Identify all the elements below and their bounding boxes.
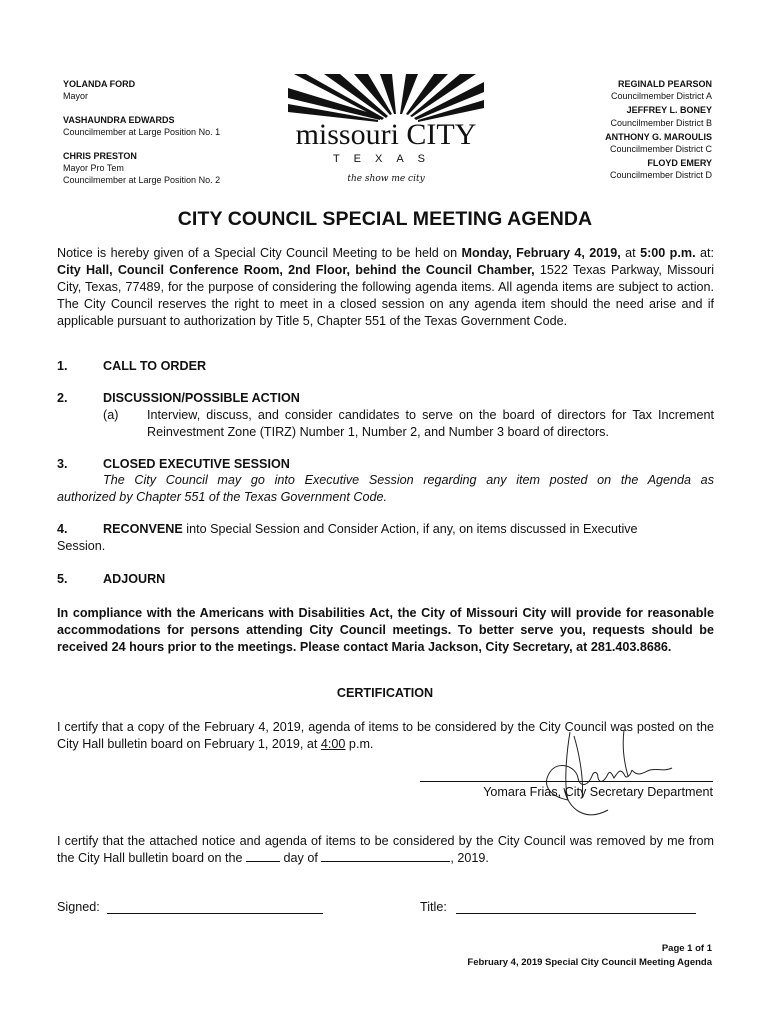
item-number: 1.	[57, 359, 68, 373]
item-text: The City Council may go into Executive Session regarding any item posted on the Agenda as	[103, 473, 714, 487]
notice-text: 1522 Texas Parkway, Missouri City, Texas, 77489, for the purpose of considering the following agenda items. All agenda items are subject to action. The City Council reserves the right to meet in a closed session on any agenda item should the need arise and if applicable pursuant to authorization by Title 5, Chapter 551 of the Texas Government Code.	[57, 263, 714, 328]
signed-label: Signed:	[57, 900, 100, 914]
signature-line	[420, 781, 713, 782]
member-name: REGINALD PEARSON	[617, 79, 712, 89]
signature-icon	[528, 726, 688, 822]
meeting-notice	[57, 245, 714, 330]
subitem-text: Interview, discuss, and consider candidates to serve on the board of directors for Tax Increment Reinvestment Zone (TIRZ) Number 1, Number 2, and Number 3 board of directors.	[147, 408, 714, 439]
member-title: Mayor	[63, 91, 89, 101]
member-name: VASHAUNDRA EDWARDS	[63, 115, 175, 125]
logo-wordmark: missouri CITY	[295, 118, 477, 151]
meeting-place: City Hall, Council Conference Room, 2nd Floor, behind the Council Chamber,	[57, 263, 535, 277]
left-council-members	[63, 78, 220, 186]
member-title: Councilmember District B	[610, 117, 712, 128]
agenda-subitem	[103, 407, 714, 441]
item-text: authorized by Chapter 551 of the Texas Government Code.	[57, 490, 387, 504]
notice-text: at:	[695, 246, 714, 260]
item-line	[103, 522, 638, 536]
cert-text: I certify that the attached notice and agenda of items to be considered by the City Council was removed by me from the City Hall bulletin board on the	[57, 834, 714, 865]
member-title: Mayor Pro Tem	[63, 163, 124, 173]
member-name: CHRIS PRESTON	[63, 151, 137, 161]
cert-text: day of	[280, 851, 322, 865]
day-blank	[246, 850, 280, 862]
right-council-members	[605, 78, 712, 182]
month-blank	[321, 850, 450, 862]
meeting-time: 5:00 p.m.	[640, 246, 696, 260]
sunburst-logo-icon	[284, 74, 489, 190]
item-number: 2.	[57, 391, 68, 405]
member-name: JEFFREY L. BONEY	[626, 105, 712, 116]
logo-tagline: the show me city	[347, 174, 425, 184]
member-title: Councilmember District D	[609, 170, 712, 181]
member-title: Councilmember District A	[610, 91, 712, 102]
cert-text: I certify that a copy of the February 4, 2019, agenda of items to be considered by the City Council was posted on the City Hall bulletin board on February 1, 2019, at	[57, 720, 714, 751]
item-title: DISCUSSION/POSSIBLE ACTION	[103, 391, 300, 405]
member-name: ANTHONY G. MAROULIS	[605, 131, 712, 142]
posted-time: 4:00	[320, 737, 346, 751]
item-title: RECONVENE	[103, 522, 183, 536]
meeting-date: Monday, February 4, 2019,	[461, 246, 621, 260]
cert-text: , 2019.	[450, 851, 489, 865]
item-title: CALL TO ORDER	[103, 359, 207, 373]
member-name: FLOYD EMERY	[647, 158, 712, 169]
member-title: Councilmember District C	[609, 144, 712, 155]
signatory-name: Yomara Frias, City Secretary Department	[483, 785, 713, 799]
member-name: YOLANDA FORD	[63, 79, 136, 89]
item-title: ADJOURN	[103, 572, 166, 586]
footer-doc-title: February 4, 2019 Special City Council Meeting Agenda	[467, 957, 712, 968]
ada-notice: In compliance with the Americans with Disabilities Act, the City of Missouri City will provide for reasonable accommodations for persons attending City Council meetings. To better serve you, requests should be received 24 hours prior to the meetings. Please contact Maria Jackson, City Secretary, at 281.403.8686.	[57, 606, 714, 654]
subitem-label: (a)	[103, 408, 119, 422]
item-text: Session.	[57, 539, 106, 553]
notice-text: at	[620, 246, 641, 260]
certification-heading: CERTIFICATION	[336, 686, 434, 700]
item-number: 5.	[57, 572, 68, 586]
notice-text: Notice is hereby given of a Special City Council Meeting to be held on	[57, 246, 462, 260]
member-title: Councilmember at Large Position No. 2	[63, 175, 221, 185]
title-line	[456, 913, 696, 914]
item-title: CLOSED EXECUTIVE SESSION	[103, 457, 290, 471]
title-label: Title:	[420, 900, 447, 914]
item-number: 4.	[57, 522, 68, 536]
member-title: Councilmember at Large Position No. 1	[63, 127, 221, 137]
page-number: Page 1 of 1	[661, 943, 712, 954]
signed-line	[107, 913, 323, 914]
logo-state: TEXAS	[332, 153, 440, 165]
cert-text: p.m.	[345, 737, 374, 751]
page-title: CITY COUNCIL SPECIAL MEETING AGENDA	[177, 208, 593, 230]
item-number: 3.	[57, 457, 68, 471]
item-text: into Special Session and Consider Action, if any, on items discussed in Executive	[182, 522, 638, 536]
missouri-city-logo	[284, 74, 489, 190]
removal-certification	[57, 833, 714, 867]
